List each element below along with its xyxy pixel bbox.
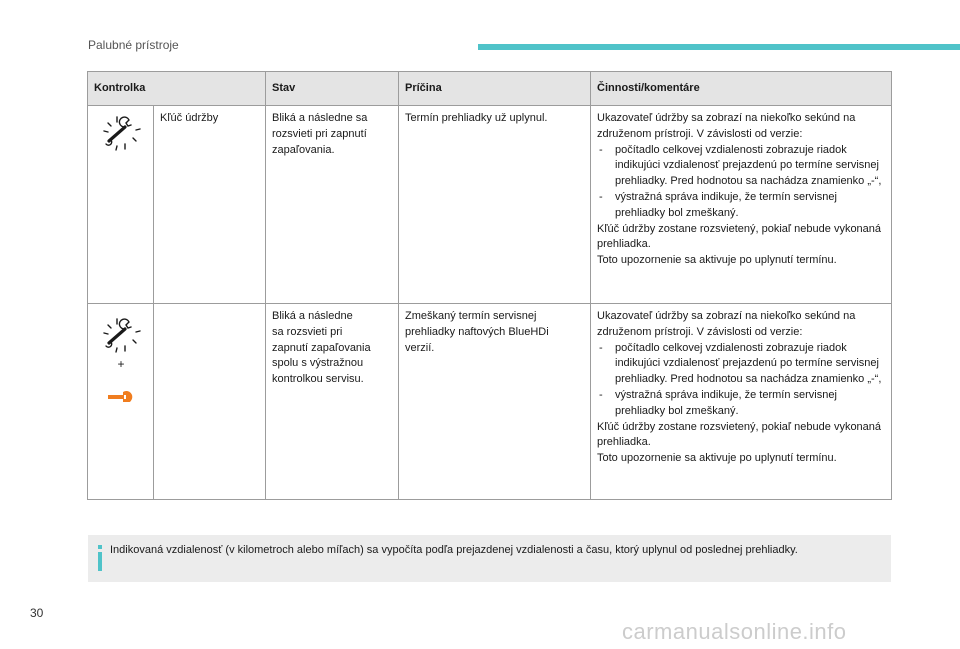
action-bullet: - výstražná správa indikuje, že termín servisnej prehliadky bol zmeškaný. (597, 388, 885, 420)
action-bullet: - počítadlo celkovej vzdialenosti zobrazuje riadok indikujúci vzdialenosť prejazdenú po termíne servisnej prehliadky. Pred hodnotou sa nachádza znamienko „-“, (597, 143, 885, 190)
action-text: Ukazovateľ údržby sa zobrazí na niekoľko sekúnd na združenom prístroji. V závislosti od verzie: (597, 310, 856, 338)
info-icon (98, 545, 103, 571)
action-text: Ukazovateľ údržby sa zobrazí na niekoľko sekúnd na združenom prístroji. V závislosti od verzie: (597, 112, 856, 140)
action-text: Kľúč údržby zostane rozsvietený, pokiaľ nebude vykonaná prehliadka. (597, 420, 882, 449)
action-bullet: - výstražná správa indikuje, že termín servisnej prehliadky bol zmeškaný. (597, 190, 885, 222)
lamp-actions (591, 304, 892, 500)
lamp-cause: Zmeškaný termín servisnej prehliadky naftových BlueHDi verzií. (399, 304, 591, 500)
table-row (88, 304, 892, 500)
maintenance-wrench-icon (100, 114, 142, 152)
section-accent-bar (478, 44, 960, 50)
maintenance-wrench-icon (100, 316, 142, 354)
action-text: Toto upozornenie sa aktivuje po uplynutí termínu. (597, 452, 837, 465)
lamp-cause: Termín prehliadky už uplynul. (399, 106, 591, 304)
page-number: 30 (30, 606, 44, 620)
lamp-state: Bliká a následne sa rozsvieti pri zapnutí zapaľovania. (266, 106, 399, 304)
column-header-kontrolka: Kontrolka (88, 72, 266, 106)
column-header-pricina: Príčina (399, 72, 591, 106)
note-text: Indikovaná vzdialenosť (v kilometroch alebo míľach) sa vypočíta podľa prejazdenej vzdialenosti a času, ktorý uplynul od poslednej prehliadky. (110, 544, 798, 556)
section-title: Palubné prístroje (88, 38, 179, 52)
lamp-actions (591, 106, 892, 304)
lamp-state: Bliká a následne sa rozsvieti pri zapnutí zapaľovania spolu s výstražnou kontrolkou servisu. (266, 304, 399, 500)
action-text: Kľúč údržby zostane rozsvietený, pokiaľ nebude vykonaná prehliadka. (597, 222, 882, 251)
table-row (88, 106, 892, 304)
service-wrench-icon (106, 386, 136, 402)
watermark: carmanualsonline.info (622, 619, 847, 644)
column-header-stav: Stav (266, 72, 399, 106)
action-text: Toto upozornenie sa aktivuje po uplynutí termínu. (597, 254, 837, 267)
lamp-name: Kľúč údržby (154, 106, 266, 304)
info-note (88, 535, 891, 582)
table-header-row (88, 72, 892, 106)
lamp-icon-cell (88, 304, 154, 500)
lamp-icon-cell (88, 106, 154, 304)
warning-lamp-table (87, 71, 892, 500)
plus-sign: + (117, 357, 125, 371)
column-header-cinnosti: Činnosti/komentáre (591, 72, 892, 106)
action-bullet: - počítadlo celkovej vzdialenosti zobrazuje riadok indikujúci vzdialenosť prejazdenú po termíne servisnej prehliadky. Pred hodnotou sa nachádza znamienko „-“, (597, 341, 885, 388)
lamp-name (154, 304, 266, 500)
